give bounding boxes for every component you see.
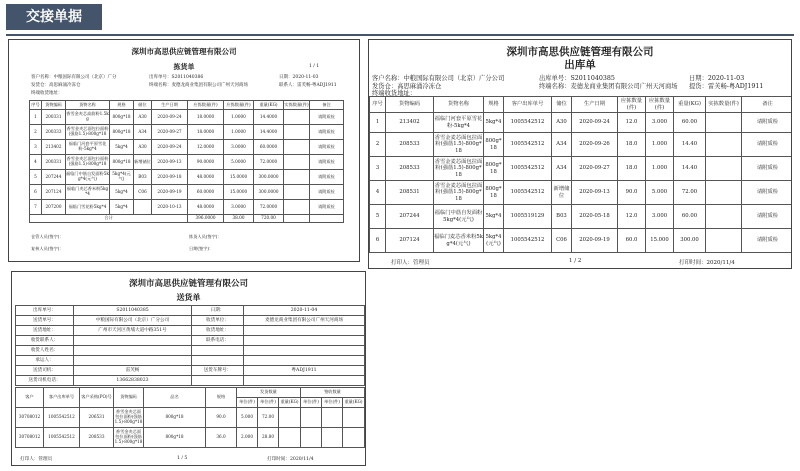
out-foot-page: 1 / 2 bbox=[569, 258, 582, 264]
pick-table-header: 序号 货物编码 货物名称 规格 储位 生产日期 应拣数量(件) 应拣数量(件) 重量(KG) 实拣数量(件) 备注 bbox=[30, 101, 344, 110]
pick-customer: 客户名称：中粮国际有限公司（北京）广分 bbox=[31, 75, 117, 80]
out-shipper: 发货仓：高思麻涌冷冻仓 bbox=[372, 83, 442, 90]
pick-shipper: 发货仓：高思麻涌冷冻仓 bbox=[31, 83, 81, 88]
table-row: 3 213402 福临门河套平原雪花粉-5kg*4 5kg*4 A30 2020-09-24 12.0000 3.0000 60.0000 请附质检 bbox=[30, 140, 344, 155]
info-row: 送货地址： 广州市天河区黄埔大道中路351号 收货地址： bbox=[16, 326, 365, 336]
out-foot-time: 打印时间：2020/11/4 bbox=[679, 260, 735, 266]
info-row: 送货司机： 雷芙畅 送货车牌号： 粤ADJ1911 bbox=[16, 366, 365, 376]
info-row: 送货司机电话： 13662838023 bbox=[16, 376, 365, 386]
del-foot-page: 1 / 5 bbox=[177, 456, 188, 461]
pick-consignee: 终端名称：麦德龙商业集团有限公司广州天河商场 bbox=[149, 83, 248, 88]
info-row: 出库单号： S2011040385 日期： 2020-11-04 bbox=[16, 306, 365, 316]
table-row: 4 200331 香雪金麦芯面包拉面粉(强筋1.5)-800g*18 800g*18 新增储位 2020-09-13 90.0000 5.0000 72.0000 请附质检 bbox=[30, 155, 344, 170]
out-contact: 提货：雷芙畅-粤ADJ1911 bbox=[689, 83, 764, 90]
table-row: 30708012 1005542512 208533 香雪金麦芯面包拉面粉(强筋1.5)-800g*18 800g*18 36.0 2.000 28.80 bbox=[16, 428, 365, 448]
pick-foot-checker: 复核人员(签字)： bbox=[31, 246, 64, 251]
outbound-company: 深圳市高思供应链管理有限公司 bbox=[506, 46, 654, 58]
outbound-title: 出库单 bbox=[564, 59, 596, 71]
table-row: 2 200333 香雪金麦芯面包拉面粉(强筋1.5)-800g*18 800g*18 A34 2020-09-27 18.0000 1.0000 14.4000 请附质检 bbox=[30, 125, 344, 140]
info-row: 送货单号： 中粮国际有限公司（北京）广分公司 收货单位： 麦德龙商业集团有限公司广州天河商场 bbox=[16, 316, 365, 326]
pick-order-no: 出库单号：S2011040386 bbox=[149, 75, 204, 80]
section-title: 交接单据 bbox=[6, 4, 102, 30]
info-row: 承运人： bbox=[16, 356, 365, 366]
delivery-items-table bbox=[15, 387, 365, 448]
info-row: 收货人姓名： bbox=[16, 346, 365, 356]
out-order-no: 出库单号：S2011040385 bbox=[539, 75, 615, 82]
table-row: 5 207244 福临门中筋自发面粉5kg*4(元气) 5kg*4 1005519129 B03 2020-05-18 12.0 3.000 60.00 请附质检 bbox=[370, 205, 793, 229]
delivery-info-table bbox=[15, 305, 365, 386]
table-row: 6 207124 福临门麦芯香米粉5kg*4 5kg*4 C06 2020-09-19 60.0000 15.0000 300.0000 请附质检 bbox=[30, 185, 344, 200]
delivery-title: 送货单 bbox=[176, 292, 201, 302]
pick-list-title: 拣货单 bbox=[173, 62, 195, 71]
pick-foot-date: 日期(签字)： bbox=[189, 246, 214, 251]
table-row: 5 207244 福临门中筋自发面粉5kg*4(元气) 5kg*4(元气) B03 2020-09-18 48.0000 15.0000 300.0000 请附质检 bbox=[30, 170, 344, 185]
table-row: 1 213402 福临门河套平原雪花粉-5kg*4 5kg*4 1005542512 A30 2020-09-24 12.0 3.000 60.00 请附质检 bbox=[370, 113, 793, 133]
out-customer: 客户名称：中粮国际有限公司（北京）广分公司 bbox=[372, 75, 505, 82]
table-row: 3 208533 香雪金麦芯面包拉面粉(强筋1.5)-800g*18 800g*18 1005542512 A34 2020-09-27 18.0 1.000 14.40 请附质检 bbox=[370, 157, 793, 181]
table-total-row: 合计 396.0000 38.00 720.00 bbox=[30, 215, 344, 223]
items-subheader: 单位(件) 单位(件) 重量(KG) 单位(件) 单位(件) 重量(KG) bbox=[16, 398, 365, 408]
out-date: 日期：2020-11-03 bbox=[689, 75, 745, 82]
out-terminal: 终端收货地址： bbox=[372, 90, 417, 97]
outbound-table bbox=[369, 96, 792, 253]
pick-foot-picker: 拣货人员(签字)： bbox=[189, 234, 222, 239]
table-row: 4 208531 香雪金麦芯面包拉面粉(强筋1.5)-800g*18 800g*18 1005542512 新增储位 2020-09-13 90.0 5.000 72.00 请附质检 bbox=[370, 181, 793, 205]
out-foot-printer: 打印人：管理员 bbox=[391, 260, 430, 266]
pick-contact: 联系人：雷芙畅-粤ADJ1911 bbox=[279, 83, 337, 88]
section-divider bbox=[6, 34, 794, 36]
table-row: 7 207200 福临门雪花粉5kg*4 5kg*4 2020-10-13 48.0000 3.0000 72.0000 请附质检 bbox=[30, 200, 344, 215]
table-row: 2 208533 香雪金麦芯面包拉面粉(强筋1.5)-800g*18 800g*18 1005542512 A34 2020-09-26 18.0 1.000 14.40 请附质检 bbox=[370, 133, 793, 157]
pick-list-table bbox=[29, 100, 344, 223]
pick-list-company: 深圳市高思供应链管理有限公司 bbox=[131, 47, 237, 56]
info-row: 收货联系人： 联系电话： bbox=[16, 336, 365, 346]
pick-list-page: 1 / 1 bbox=[309, 64, 320, 69]
table-row: 6 207124 福临门麦芯香米粉5kg*4(元气) 5kg*4(元气) 1005542512 C06 2020-09-19 60.0 15.000 300.00 请附质检 bbox=[370, 229, 793, 253]
out-table-header: 序号 货物编码 货物名称 规格 客户出库单号 储位 生产日期 应拣数量(件) 应拣数量(件) 重量(KG) 实拣数量(件) 备注 bbox=[370, 97, 793, 113]
outbound-document bbox=[368, 39, 792, 269]
pick-date: 日期：2020-11-03 bbox=[279, 75, 319, 80]
pick-terminal: 终端收货地址： bbox=[31, 91, 63, 96]
pick-list-document bbox=[8, 39, 360, 262]
table-row: 30708012 1005542512 206531 香雪金麦芯面包拉面粉(强筋1.5)-800g*18 800g*18 90.0 5.000 72.00 bbox=[16, 408, 365, 428]
out-consignee: 终端名称：麦德龙商业集团有限公司广州天河商场 bbox=[539, 83, 678, 90]
del-foot-printer: 打印人：管理员 bbox=[20, 457, 53, 462]
del-foot-time: 打印时间：2020/11/4 bbox=[267, 457, 314, 462]
items-header: 客户 客户出库单号 客户采购(PO)号 货物编码 品名 规格 发货数量 签收数量 bbox=[16, 388, 365, 398]
delivery-company: 深圳市高思供应链管理有限公司 bbox=[128, 279, 248, 289]
delivery-document bbox=[11, 271, 366, 466]
pick-foot-warehouse: 仓管人员(签字)： bbox=[31, 234, 64, 239]
table-row: 1 200331 香雪金麦芯高筋粉1.5kg 800g*18 A30 2020-09-24 18.0000 1.0000 14.4000 请附质检 bbox=[30, 110, 344, 125]
